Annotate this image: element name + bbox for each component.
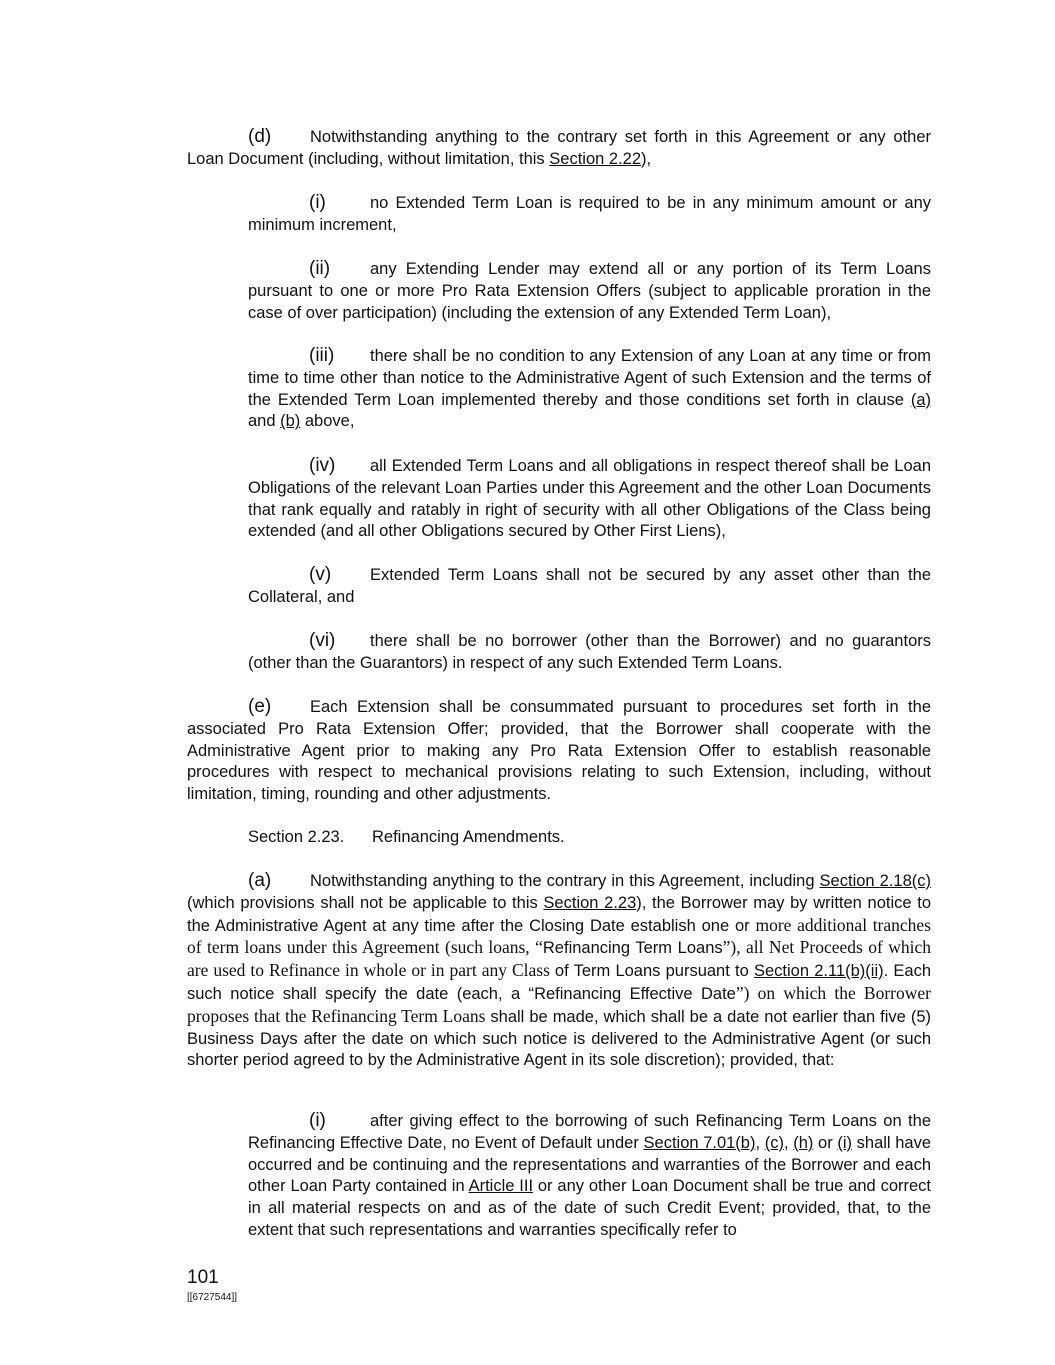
section-reference: Section 7.01(b) <box>643 1133 756 1152</box>
paragraph-d <box>187 126 931 171</box>
paragraph-text: and <box>248 412 281 431</box>
section-reference: Section 2.23 <box>543 893 637 912</box>
paragraph-d-i <box>248 192 931 237</box>
paragraph-text: ”), all Net Proceeds of which are used to Refinance in whole or in part any Class <box>187 937 931 981</box>
clause-label: (iv) <box>309 455 336 476</box>
section-number: Section 2.23. <box>248 828 345 846</box>
paragraph-text: Notwithstanding anything to the contrary in this Agreement, including <box>310 872 820 890</box>
clause-label: (a) <box>248 870 272 891</box>
paragraph-text: shall have occurred and be continuing and the representations and warranties of the Borrower and each other Loan Party contained in <box>248 1133 932 1196</box>
paragraph-text: any Extending Lender may extend all or any portion of its Term Loans pursuant to one or more Pro Rata Extension Offers (subject to applicable proration in the case of over participation) (including the extension of any Extended Term Loan), <box>248 260 931 322</box>
clause-label: (i) <box>309 1110 326 1131</box>
paragraph-d-iv <box>248 455 931 543</box>
section-heading <box>248 826 565 848</box>
paragraph-text: Notwithstanding anything to the contrary set forth in this Agreement or any other Loan Document (including, without limitation, this <box>187 128 931 168</box>
page-number: 101 <box>187 1267 219 1288</box>
section-reference: Section 2.22 <box>549 149 642 168</box>
paragraph-text: there shall be no borrower (other than the Borrower) and no guarantors (other than the Guarantors) in respect of any such Extended Term Loans. <box>248 632 931 672</box>
paragraph-text: ), <box>641 149 652 168</box>
clause-label: (vi) <box>309 630 336 651</box>
paragraph-text: there shall be no condition to any Extension of any Loan at any time or from time to time other than notice to the Administrative Agent of such Extension and the terms of the Extended Term Loan implemented thereby and those conditions set forth in clause <box>248 347 931 409</box>
paragraph-a-i <box>248 1110 931 1242</box>
clause-label: (d) <box>248 126 272 147</box>
defined-term: Refinancing Effective Date <box>534 984 736 1003</box>
defined-term: Refinancing Term Loans <box>542 939 723 958</box>
document-id: [[6727544]] <box>187 1292 238 1303</box>
clause-reference: (h) <box>793 1133 814 1152</box>
clause-reference: (a) <box>910 390 931 409</box>
paragraph-text: or <box>813 1133 838 1152</box>
paragraph-e <box>187 696 931 806</box>
clause-label: (e) <box>248 696 272 717</box>
clause-label: (v) <box>309 564 332 585</box>
clause-reference: (c) <box>764 1133 784 1152</box>
clause-label: (i) <box>309 192 326 213</box>
paragraph-text: , <box>755 1133 765 1152</box>
clause-label: (iii) <box>309 345 335 366</box>
paragraph-text: after giving effect to the borrowing of such Refinancing Term Loans on the Refinancing Effective Date, no Event of Default under <box>248 1112 931 1152</box>
paragraph-text: (which provisions shall not be applicable to this <box>187 893 544 912</box>
paragraph-text: or any other Loan Document shall be true and correct in all material respects on and as of the date of such Credit Event; provided, that, to the extent that such representations and warranties specifically refer to <box>248 1177 931 1239</box>
section-title: Refinancing Amendments. <box>372 828 565 846</box>
paragraph-text: more additional tranches of term loans under this Agreement (such loans, “ <box>187 914 931 958</box>
paragraph-d-iii <box>248 345 931 433</box>
section-reference: Section 2.18(c) <box>819 872 931 890</box>
clause-label: (ii) <box>309 258 331 279</box>
paragraph-text: all Extended Term Loans and all obligations in respect thereof shall be Loan Obligations of the relevant Loan Parties under this Agreement and the other Loan Documents that rank equally and ratably in right of security with all other Obligations of the Class being extended (and all other Obligations secured by Other First Liens), <box>248 457 931 541</box>
clause-reference: (b) <box>280 412 301 431</box>
section-reference: Section 2.11(b)(ii) <box>753 962 884 981</box>
paragraph-text: above, <box>300 412 355 431</box>
paragraph-a <box>187 870 931 1072</box>
paragraph-text: no Extended Term Loan is required to be in any minimum amount or any minimum increment, <box>248 194 931 234</box>
paragraph-text: ), the Borrower may by written notice to the Administrative Agent at any time after the Closing Date establish one or <box>187 893 932 935</box>
paragraph-text: of Term Loans pursuant to <box>554 962 754 981</box>
paragraph-text: ”) on which the Borrower proposes that the Refinancing Term Loans <box>187 982 931 1026</box>
clause-reference: (i) <box>837 1133 852 1152</box>
paragraph-d-ii <box>248 258 931 324</box>
paragraph-text: . Each such notice shall specify the date (each, a “ <box>187 962 932 1003</box>
paragraph-d-v <box>248 564 931 609</box>
paragraph-text: shall be made, which shall be a date not earlier than five (5) Business Days after the date on which such notice is delivered to the Administrative Agent (or such shorter period agreed to by the Administrative Agent in its sole discretion); provided, that: <box>187 1007 931 1070</box>
paragraph-text: Each Extension shall be consummated pursuant to procedures set forth in the associated Pro Rata Extension Offer; provided, that the Borrower shall cooperate with the Administrative Agent prior to making any Pro Rata Extension Offer to establish reasonable procedures with respect to mechanical provisions relating to such Extension, including, without limitation, timing, rounding and other adjustments. <box>187 698 931 804</box>
paragraph-d-vi <box>248 630 931 675</box>
article-reference: Article III <box>468 1177 534 1196</box>
paragraph-text: Extended Term Loans shall not be secured by any asset other than the Collateral, and <box>248 566 931 606</box>
paragraph-text: , <box>783 1133 794 1152</box>
